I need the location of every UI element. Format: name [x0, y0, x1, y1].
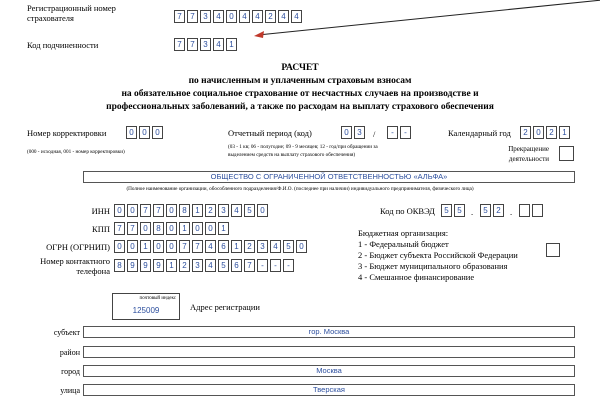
digit-cell[interactable]: 6 — [218, 240, 229, 253]
digit-cell[interactable] — [519, 204, 530, 217]
digit-cell[interactable]: 0 — [126, 126, 137, 139]
digit-cell[interactable]: 3 — [200, 10, 211, 23]
digit-cell[interactable]: 2 — [493, 204, 504, 217]
city-field[interactable]: Москва — [83, 365, 575, 377]
digit-cell[interactable]: 3 — [200, 38, 211, 51]
digit-cell[interactable]: 4 — [278, 10, 289, 23]
digit-cell[interactable]: 8 — [153, 222, 164, 235]
digit-cell[interactable]: 7 — [179, 240, 190, 253]
digit-cell[interactable]: 9 — [140, 259, 151, 272]
budget-type-checkbox[interactable] — [546, 243, 560, 257]
year-label: Календарный год — [448, 128, 511, 138]
subordination-cells[interactable] — [174, 38, 239, 51]
digit-cell[interactable]: 5 — [441, 204, 452, 217]
city-label: город — [61, 367, 80, 376]
digit-cell[interactable]: 1 — [559, 126, 570, 139]
digit-cell[interactable]: 0 — [341, 126, 352, 139]
digit-cell[interactable]: 5 — [454, 204, 465, 217]
digit-cell[interactable]: 4 — [252, 10, 263, 23]
budget-option-1: 1 - Федеральный бюджет — [358, 239, 449, 249]
year-cells[interactable] — [520, 126, 572, 139]
digit-cell[interactable]: 7 — [174, 38, 185, 51]
digit-cell[interactable]: 7 — [187, 10, 198, 23]
digit-cell[interactable]: 7 — [114, 222, 125, 235]
kpp-cells[interactable] — [114, 222, 231, 235]
digit-cell[interactable]: 2 — [265, 10, 276, 23]
inn-cells[interactable] — [114, 204, 270, 217]
postal-code-label: почтовый индекс — [139, 296, 176, 301]
subordination-label: Код подчиненности — [27, 40, 99, 50]
correction-cells[interactable] — [126, 126, 165, 139]
digit-cell[interactable]: 7 — [153, 204, 164, 217]
digit-cell[interactable]: 1 — [192, 204, 203, 217]
digit-cell[interactable]: 0 — [166, 240, 177, 253]
digit-cell[interactable]: 6 — [231, 259, 242, 272]
digit-cell[interactable]: 7 — [187, 38, 198, 51]
digit-cell[interactable]: 1 — [231, 240, 242, 253]
digit-cell[interactable]: 9 — [127, 259, 138, 272]
budget-option-4: 4 - Смешанное финансирование — [358, 272, 475, 282]
digit-cell[interactable]: 5 — [218, 259, 229, 272]
digit-cell[interactable]: 3 — [218, 204, 229, 217]
budget-option-3: 3 - Бюджет муниципального образования — [358, 261, 508, 271]
okved-dot-1: . — [471, 207, 474, 217]
digit-cell[interactable]: 1 — [226, 38, 237, 51]
digit-cell[interactable]: 7 — [127, 222, 138, 235]
postal-code-value: 125009 — [132, 306, 160, 315]
digit-cell[interactable]: 4 — [213, 38, 224, 51]
phone-cells[interactable] — [114, 259, 296, 272]
digit-cell[interactable]: 4 — [231, 204, 242, 217]
budget-title: Бюджетная организация: — [358, 228, 449, 238]
digit-cell[interactable]: 1 — [179, 222, 190, 235]
reg-address-label: Адрес регистрации — [190, 302, 260, 312]
okved-dot-2: . — [510, 207, 513, 217]
digit-cell[interactable]: 3 — [354, 126, 365, 139]
digit-cell[interactable]: 2 — [179, 259, 190, 272]
inn-label: ИНН — [91, 206, 110, 216]
period-hint-1: (03 - 1 кв; 06 - полугодие; 09 - 9 месяцев; 12 - год/при обращении за — [228, 144, 378, 150]
digit-cell[interactable]: 3 — [257, 240, 268, 253]
digit-cell[interactable]: 4 — [270, 240, 281, 253]
okved-group-1[interactable] — [441, 204, 467, 217]
digit-cell[interactable]: 5 — [244, 204, 255, 217]
digit-cell[interactable]: 0 — [166, 204, 177, 217]
form-subtitle-2: на обязательное социальное страхование от несчастных случаев на производстве и — [121, 89, 479, 99]
form-subtitle-1: по начисленным и уплаченным страховым взносам — [188, 76, 412, 86]
digit-cell[interactable]: - — [283, 259, 294, 272]
digit-cell[interactable]: 3 — [192, 259, 203, 272]
ogrn-cells[interactable] — [114, 240, 309, 253]
digit-cell[interactable]: 0 — [533, 126, 544, 139]
digit-cell[interactable]: 0 — [226, 10, 237, 23]
digit-cell[interactable]: 2 — [205, 204, 216, 217]
digit-cell[interactable]: 2 — [546, 126, 557, 139]
period-hint-2: выделением средств на выплату страхового обеспечения) — [228, 152, 356, 158]
phone-label-2: телефона — [76, 266, 110, 276]
digit-cell[interactable]: 5 — [480, 204, 491, 217]
digit-cell[interactable]: 2 — [520, 126, 531, 139]
kpp-label: КПП — [92, 224, 110, 234]
digit-cell[interactable]: 9 — [153, 259, 164, 272]
digit-cell[interactable]: 0 — [152, 126, 163, 139]
org-name-field[interactable]: ОБЩЕСТВО С ОГРАНИЧЕННОЙ ОТВЕТСТВЕННОСТЬЮ «АЛЬФА» — [83, 171, 575, 183]
digit-cell[interactable]: 0 — [192, 222, 203, 235]
digit-cell[interactable]: 7 — [244, 259, 255, 272]
digit-cell[interactable]: 4 — [291, 10, 302, 23]
digit-cell[interactable]: 0 — [114, 240, 125, 253]
form-title: РАСЧЕТ — [281, 63, 319, 73]
reg-number-label: Регистрационный номер страхователя — [27, 3, 116, 23]
okved-group-3[interactable] — [519, 204, 545, 217]
period-label: Отчетный период (код) — [228, 128, 312, 138]
org-name-hint: (Полное наименование организации, обособленного подразделения/Ф.И.О. (последнее при наличии) индивидуального предпринимателя, физического лица) — [126, 186, 474, 192]
digit-cell[interactable]: - — [270, 259, 281, 272]
correction-hint: (000 - исходная, 001 - номер корректировки) — [27, 149, 125, 155]
period-cells[interactable] — [341, 126, 367, 139]
digit-cell[interactable]: 8 — [179, 204, 190, 217]
digit-cell[interactable]: 4 — [205, 240, 216, 253]
digit-cell[interactable] — [532, 204, 543, 217]
digit-cell[interactable]: 1 — [140, 240, 151, 253]
digit-cell[interactable]: 0 — [257, 204, 268, 217]
digit-cell[interactable]: 0 — [139, 126, 150, 139]
correction-label: Номер корректировки — [27, 128, 107, 138]
termination-label-1: Прекращение — [508, 145, 549, 153]
digit-cell[interactable]: 7 — [174, 10, 185, 23]
digit-cell[interactable]: 0 — [114, 204, 125, 217]
digit-cell[interactable]: 4 — [239, 10, 250, 23]
subject-field[interactable]: гор. Москва — [83, 326, 575, 338]
street-label: улица — [60, 386, 80, 395]
digit-cell[interactable]: 0 — [127, 240, 138, 253]
termination-label-2: деятельности — [508, 155, 549, 163]
digit-cell[interactable]: - — [257, 259, 268, 272]
digit-cell[interactable]: 2 — [244, 240, 255, 253]
digit-cell[interactable]: 0 — [127, 204, 138, 217]
okved-group-2[interactable] — [480, 204, 506, 217]
digit-cell[interactable]: 4 — [205, 259, 216, 272]
period-extra-cells[interactable] — [387, 126, 413, 139]
postal-code-box[interactable] — [112, 293, 180, 320]
digit-cell[interactable]: - — [400, 126, 411, 139]
district-field[interactable] — [83, 346, 575, 358]
digit-cell[interactable]: 1 — [218, 222, 229, 235]
subject-label: субъект — [53, 328, 80, 337]
budget-option-2: 2 - Бюджет субъекта Российской Федерации — [358, 250, 518, 260]
phone-label-1: Номер контактного — [40, 256, 110, 266]
period-slash: / — [373, 129, 376, 139]
termination-checkbox[interactable] — [559, 146, 574, 161]
digit-cell[interactable]: 0 — [153, 240, 164, 253]
street-field[interactable]: Тверская — [83, 384, 575, 396]
okved-label: Код по ОКВЭД — [380, 206, 435, 216]
digit-cell[interactable]: 4 — [213, 10, 224, 23]
digit-cell[interactable]: - — [387, 126, 398, 139]
digit-cell[interactable]: 8 — [114, 259, 125, 272]
digit-cell[interactable]: 7 — [192, 240, 203, 253]
digit-cell[interactable]: 1 — [166, 259, 177, 272]
digit-cell[interactable]: 0 — [140, 222, 151, 235]
digit-cell[interactable]: 0 — [296, 240, 307, 253]
digit-cell[interactable]: 7 — [140, 204, 151, 217]
district-label: район — [59, 348, 80, 357]
form-subtitle-3: профессиональных заболеваний, а также по расходам на выплату страхового обеспечения — [106, 102, 494, 112]
digit-cell[interactable]: 0 — [166, 222, 177, 235]
annotation-arrow — [250, 0, 600, 40]
ogrn-label: ОГРН (ОГРНИП) — [46, 242, 110, 252]
digit-cell[interactable]: 5 — [283, 240, 294, 253]
digit-cell[interactable]: 0 — [205, 222, 216, 235]
